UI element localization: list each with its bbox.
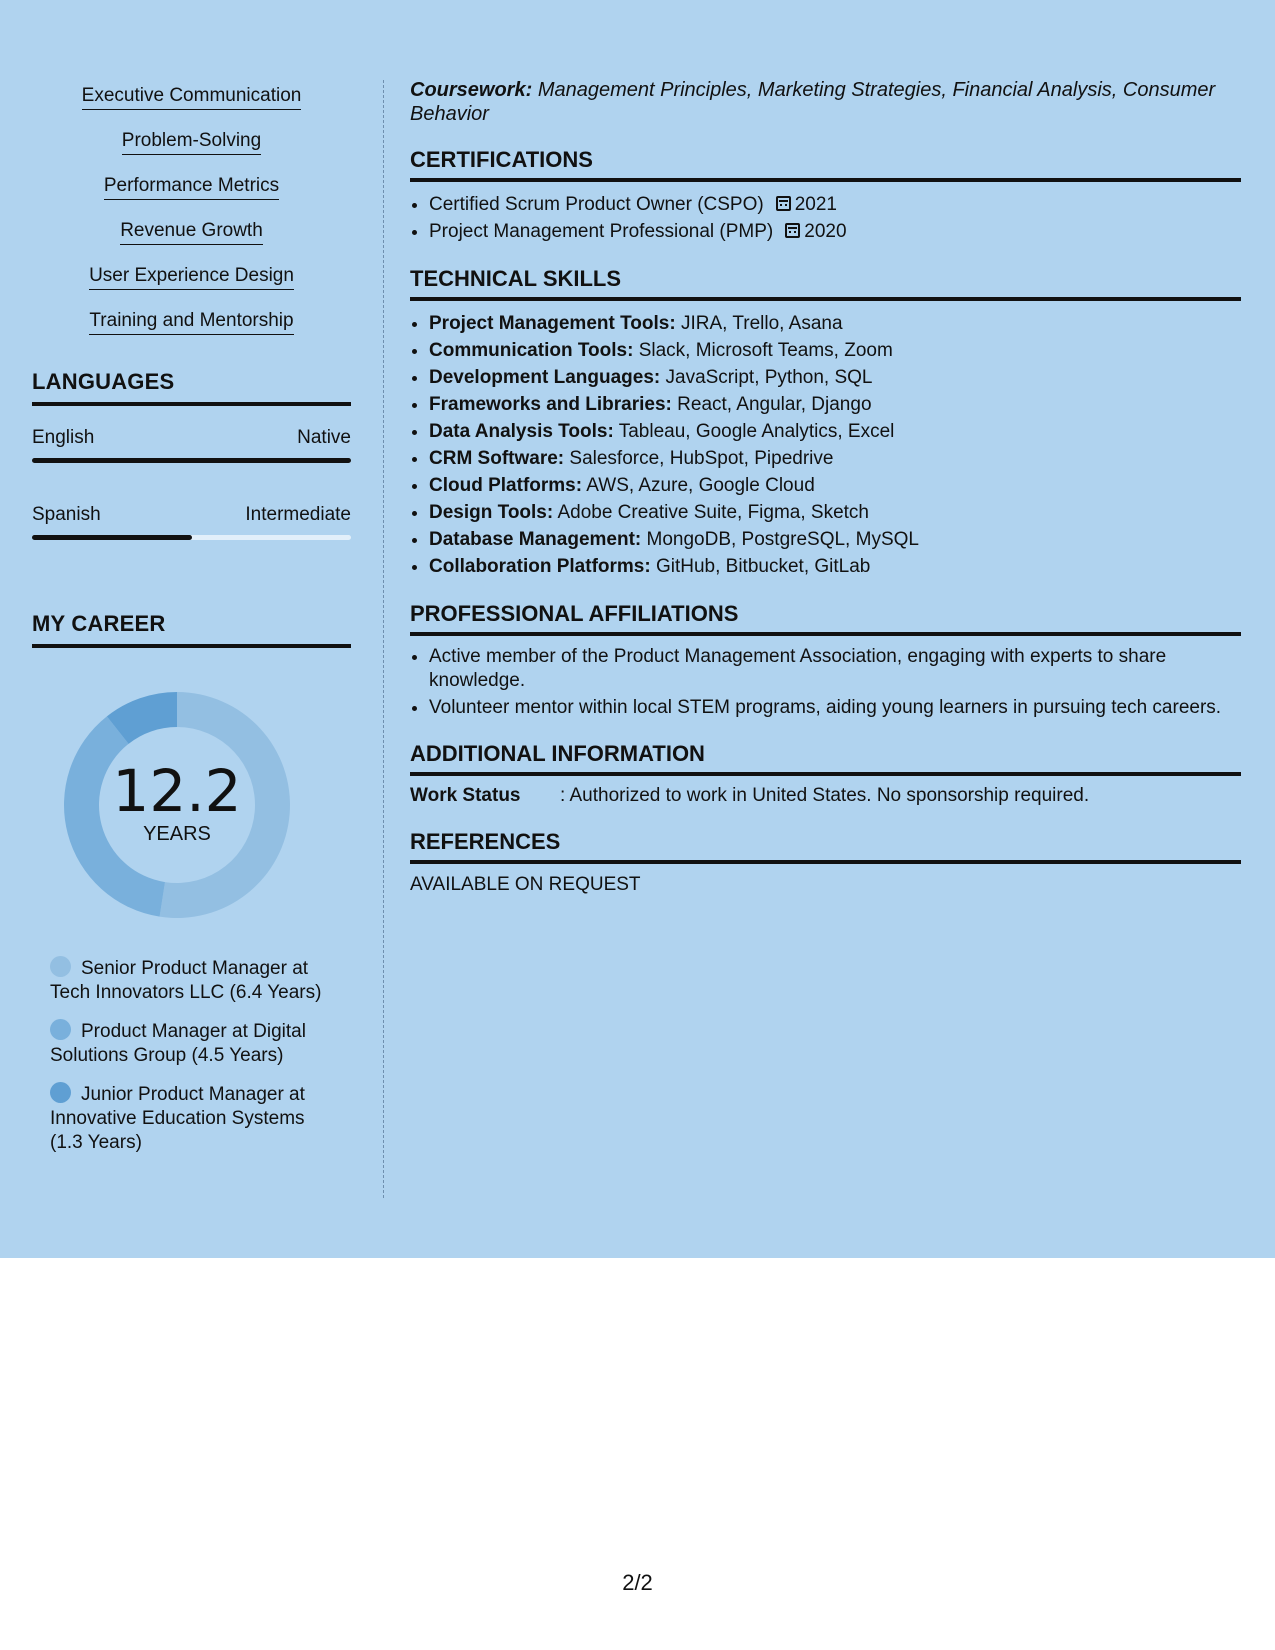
skill-label: Problem-Solving [122,129,261,155]
tech-skill-label: Database Management: [429,529,642,550]
legend-dot-icon [50,1019,71,1040]
legend-dot-icon [50,956,71,977]
skill-item [32,129,351,154]
skill-item [32,219,351,244]
career-donut-chart [62,690,292,920]
tech-skill-item [429,526,1241,553]
skill-item [32,309,351,334]
affiliation-item: • Volunteer mentor within local STEM programs, aiding young learners in pursuing tech careers. [429,696,1241,720]
page-number: 2/2 [622,1570,653,1595]
tech-skill-value: React, Angular, Django [677,394,872,415]
skills-list [32,84,351,334]
calendar-icon [785,223,800,238]
tech-skill-item [429,310,1241,337]
skill-item [32,84,351,109]
calendar-icon [776,196,791,211]
skill-item [32,174,351,199]
tech-skill-value: JIRA, Trello, Asana [680,313,843,334]
career-total-years: 12.2 [112,757,242,825]
career-total-unit: YEARS [143,823,211,845]
tech-skill-value: Adobe Creative Suite, Figma, Sketch [557,502,869,523]
tech-skill-item [429,391,1241,418]
tech-skill-value: MongoDB, PostgreSQL, MySQL [646,529,919,550]
tech-skill-item [429,337,1241,364]
tech-skill-item [429,418,1241,445]
coursework [410,78,1241,126]
column-divider [383,80,384,1198]
technical-skills-heading: TECHNICAL SKILLS [410,265,1241,301]
tech-skill-item [429,553,1241,580]
career-legend [50,956,330,1155]
work-status-label: Work Status [410,785,521,806]
coursework-text: Management Principles, Marketing Strategies, Financial Analysis, Consumer Behavior [410,79,1216,125]
references-text: AVAILABLE ON REQUEST [410,874,641,895]
language-name: Spanish [32,504,101,525]
career-heading: MY CAREER [32,610,351,648]
language-level: Native [297,427,351,448]
tech-skill-value: AWS, Azure, Google Cloud [586,475,815,496]
affiliations-heading: PROFESSIONAL AFFILIATIONS [410,600,1241,636]
tech-skill-label: Design Tools: [429,502,554,523]
language-item [32,503,351,540]
certifications-list [429,191,1241,245]
career-legend-item [50,1019,330,1068]
certification-year: 2020 [804,221,847,242]
tech-skill-label: Project Management Tools: [429,313,676,334]
tech-skill-label: Cloud Platforms: [429,475,583,496]
tech-skill-label: Collaboration Platforms: [429,556,651,577]
tech-skill-value: JavaScript, Python, SQL [665,367,873,388]
skill-label: Executive Communication [82,84,302,110]
tech-skill-label: CRM Software: [429,448,565,469]
career-legend-item [50,1082,330,1155]
tech-skill-value: Tableau, Google Analytics, Excel [618,421,895,442]
work-status-row [410,784,1241,808]
tech-skill-label: Data Analysis Tools: [429,421,614,442]
left-column [32,84,351,1169]
tech-skill-label: Frameworks and Libraries: [429,394,672,415]
language-proficiency-fill [32,535,192,540]
tech-skill-value: Slack, Microsoft Teams, Zoom [638,340,893,361]
affiliation-item: • Active member of the Product Management Association, engaging with experts to share knowledge. [429,645,1241,693]
tech-skill-label: Development Languages: [429,367,661,388]
language-proficiency-fill [32,458,351,463]
career-legend-item [50,956,330,1005]
language-name: English [32,427,95,448]
certifications-heading: CERTIFICATIONS [410,146,1241,182]
right-column [410,78,1241,896]
skill-label: User Experience Design [89,264,294,290]
legend-dot-icon [50,1082,71,1103]
work-status-value: : Authorized to work in United States. No sponsorship required. [560,785,1090,806]
references-heading: REFERENCES [410,828,1241,864]
tech-skill-item [429,499,1241,526]
skill-label: Training and Mentorship [89,309,293,335]
language-proficiency-bar [32,458,351,463]
additional-info-heading: ADDITIONAL INFORMATION [410,740,1241,776]
tech-skill-item [429,364,1241,391]
affiliations-list [429,645,1241,720]
tech-skill-item [429,445,1241,472]
skill-label: Revenue Growth [120,219,263,245]
languages-heading: LANGUAGES [32,368,351,406]
language-proficiency-bar [32,535,351,540]
skill-item [32,264,351,289]
career-legend-label: Junior Product Manager at Innovative Education Systems (1.3 Years) [50,1084,305,1153]
tech-skill-value: Salesforce, HubSpot, Pipedrive [569,448,834,469]
certification-name: Project Management Professional (PMP) [429,221,774,242]
certification-year: 2021 [794,194,837,215]
skill-label: Performance Metrics [104,174,279,200]
tech-skill-label: Communication Tools: [429,340,634,361]
career-legend-label: Product Manager at Digital Solutions Group (4.5 Years) [50,1021,306,1066]
language-item [32,426,351,463]
coursework-label: Coursework: [410,79,533,101]
career-legend-label: Senior Product Manager at Tech Innovators LLC (6.4 Years) [50,958,322,1003]
certification-name: Certified Scrum Product Owner (CSPO) [429,194,764,215]
tech-skill-item [429,472,1241,499]
technical-skills-list [429,310,1241,580]
tech-skill-value: GitHub, Bitbucket, GitLab [655,556,871,577]
language-level: Intermediate [245,504,351,525]
certification-item [429,191,1241,218]
certification-item [429,218,1241,245]
